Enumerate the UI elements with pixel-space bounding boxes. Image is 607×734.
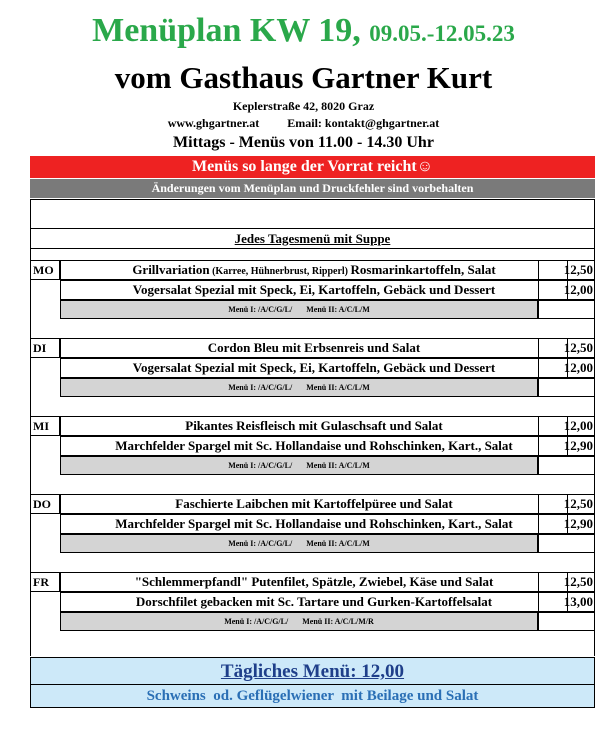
menu-2-dish: Vogersalat Spezial mit Speck, Ei, Kartoffeln, Gebäck und Dessert	[60, 280, 568, 300]
allergen-menu-2: Menü II: A/C/L/M	[306, 383, 370, 392]
menu-title	[0, 12, 607, 50]
empty-box	[30, 199, 595, 229]
allergen-menu-1: Menü I: /A/C/G/L/	[228, 461, 293, 470]
menu-1-dish: "Schlemmerpfandl" Putenfilet, Spätzle, Zwiebel, Käse und Salat	[60, 572, 568, 592]
day-code: MO	[30, 260, 60, 280]
blank-cell	[538, 300, 595, 319]
day-block-wednesday	[30, 416, 595, 476]
disclaimer-notice: Änderungen vom Menüplan und Druckfehler sind vorbehalten	[30, 179, 595, 198]
blank-cell	[538, 378, 595, 397]
website-link[interactable]: www.ghgartner.at	[167, 116, 260, 130]
menu-1-price: 12,50	[538, 572, 595, 592]
contact-line	[0, 116, 607, 131]
restaurant-name: vom Gasthaus Gartner Kurt	[114, 60, 493, 95]
title-main: Menüplan KW 19,	[92, 12, 370, 49]
dish-text: Grillvariation	[132, 262, 210, 277]
allergen-info	[60, 378, 538, 397]
dish-note: (Karree, Hühnerbrust, Ripperl)	[209, 266, 351, 277]
allergen-menu-2: Menü II: A/C/L/M	[306, 539, 370, 548]
allergen-info	[60, 456, 538, 475]
title-dates: 09.05.-12.05.23	[369, 21, 515, 46]
day-block-tuesday	[30, 338, 595, 398]
dish-rest: Rosmarinkartoffeln, Salat	[350, 262, 496, 277]
email-link[interactable]: Email: kontakt@ghgartner.at	[287, 116, 440, 130]
opening-hours: Mittags - Menüs von 11.00 - 14.30 Uhr	[173, 134, 434, 151]
allergen-menu-1: Menü I: /A/C/G/L/	[228, 539, 293, 548]
menu-2-price: 12,90	[538, 436, 595, 456]
day-code: DI	[30, 338, 60, 358]
day-block-monday	[30, 260, 595, 320]
blank-cell	[538, 456, 595, 475]
menu-2-dish: Dorschfilet gebacken mit Sc. Tartare und Gurken-Kartoffelsalat	[60, 592, 568, 612]
blank-cell	[538, 534, 595, 553]
menu-1-price: 12,00	[538, 416, 595, 436]
allergen-menu-2: Menü II: A/C/L/M	[306, 461, 370, 470]
allergen-menu-2: Menü II: A/C/L/M	[306, 305, 370, 314]
blank-cell	[538, 612, 595, 631]
daily-menu-title-text: Tägliches Menü: 12,00	[220, 661, 405, 682]
allergen-info	[60, 612, 538, 631]
daily-menu-description: Schweins od. Geflügelwiener mit Beilage und Salat	[30, 685, 595, 708]
allergen-info	[60, 300, 538, 319]
daily-menu-title	[30, 657, 595, 685]
menu-1-price: 12,50	[538, 494, 595, 514]
soup-notice-text: Jedes Tagesmenü mit Suppe	[234, 231, 391, 246]
menu-2-price: 12,00	[538, 358, 595, 378]
menu-1-dish: Pikantes Reisfleisch mit Gulaschsaft und Salat	[60, 416, 568, 436]
menu-2-price: 13,00	[538, 592, 595, 612]
menu-1-price: 12,50	[538, 338, 595, 358]
day-block-friday	[30, 572, 595, 632]
allergen-info	[60, 534, 538, 553]
menu-1-dish	[60, 260, 568, 280]
day-code: DO	[30, 494, 60, 514]
day-block-thursday	[30, 494, 595, 554]
allergen-menu-2: Menü II: A/C/L/M/R	[302, 617, 374, 626]
menu-1-price: 12,50	[538, 260, 595, 280]
menu-2-price: 12,00	[538, 280, 595, 300]
allergen-menu-1: Menü I: /A/C/G/L/	[224, 617, 289, 626]
day-code: FR	[30, 572, 60, 592]
day-code: MI	[30, 416, 60, 436]
menu-2-price: 12,90	[538, 514, 595, 534]
menu-1-dish: Faschierte Laibchen mit Kartoffelpüree und Salat	[60, 494, 568, 514]
menu-2-dish: Marchfelder Spargel mit Sc. Hollandaise und Rohschinken, Kart., Salat	[60, 436, 568, 456]
menu-1-dish: Cordon Bleu mit Erbsenreis und Salat	[60, 338, 568, 358]
stock-notice: Menüs so lange der Vorrat reicht☺	[30, 156, 595, 178]
allergen-menu-1: Menü I: /A/C/G/L/	[228, 383, 293, 392]
menu-2-dish: Marchfelder Spargel mit Sc. Hollandaise und Rohschinken, Kart., Salat	[60, 514, 568, 534]
address: Keplerstraße 42, 8020 Graz	[232, 99, 375, 113]
allergen-menu-1: Menü I: /A/C/G/L/	[228, 305, 293, 314]
menu-2-dish: Vogersalat Spezial mit Speck, Ei, Kartoffeln, Gebäck und Dessert	[60, 358, 568, 378]
soup-notice	[30, 229, 595, 249]
